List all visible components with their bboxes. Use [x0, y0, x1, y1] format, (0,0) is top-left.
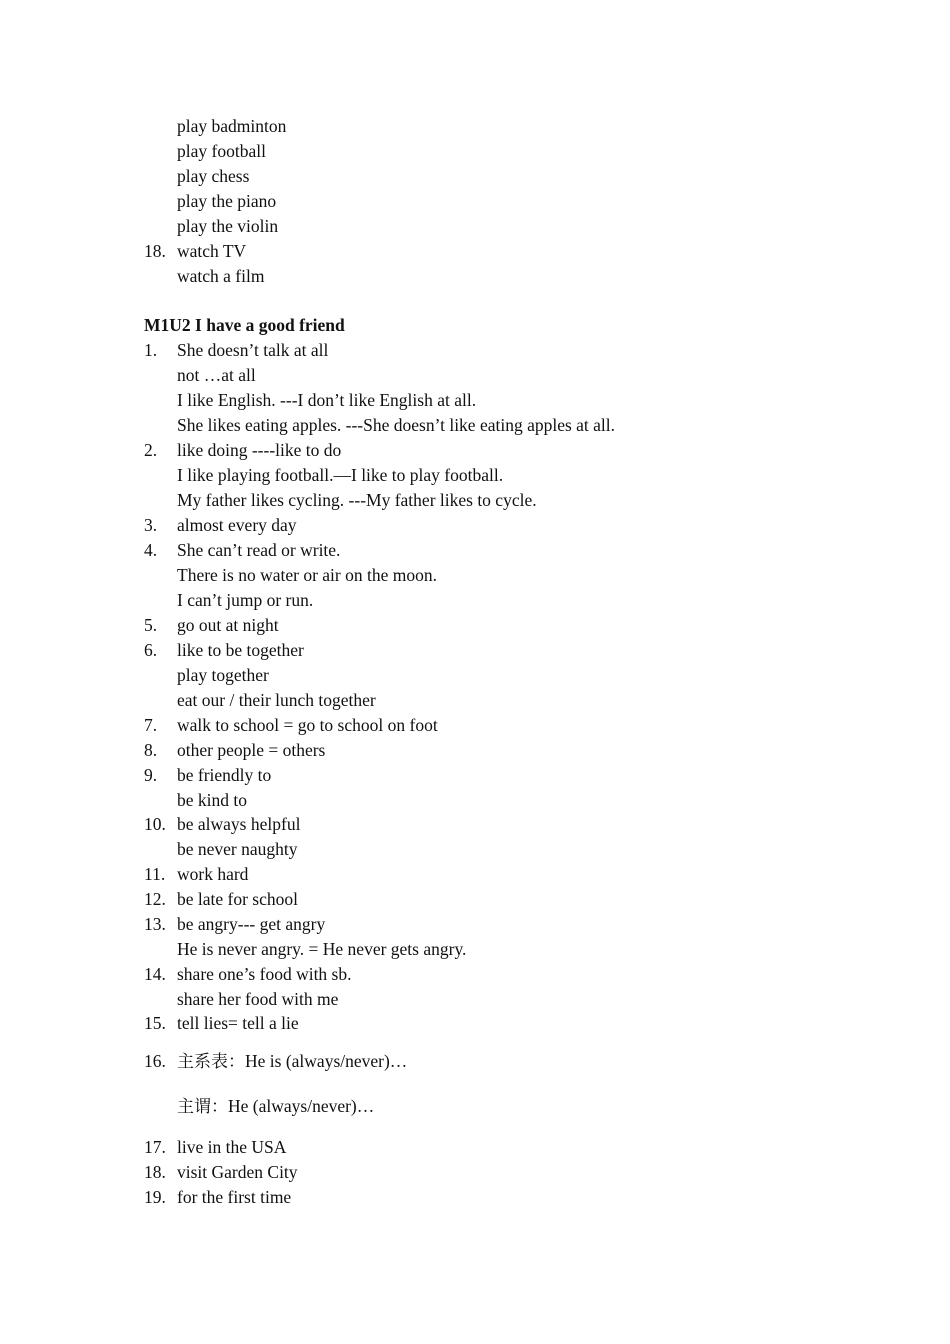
item-text: play chess: [177, 166, 250, 186]
item-number: 4.: [144, 540, 158, 560]
item-text: I can’t jump or run.: [177, 590, 314, 610]
item-text: be never naughty: [177, 839, 298, 859]
item-number: 8.: [144, 740, 158, 760]
item-text-group: [177, 1094, 374, 1120]
item-number: 11.: [144, 864, 166, 884]
item-text: walk to school = go to school on foot: [177, 715, 438, 735]
item-number: 18.: [144, 1162, 166, 1182]
item-number: 6.: [144, 640, 158, 660]
item-text: There is no water or air on the moon.: [177, 565, 437, 585]
item-number: 16.: [144, 1051, 166, 1071]
item-text: like doing ----like to do: [177, 440, 342, 460]
item-number: 19.: [144, 1187, 166, 1207]
item-text: I like playing football.—I like to play football.: [177, 465, 504, 485]
grammar-label-cn: 主系表：: [177, 1052, 245, 1072]
item-text: He (always/never)…: [228, 1096, 375, 1116]
item-text: for the first time: [177, 1187, 292, 1207]
item-number: 1.: [144, 340, 158, 360]
item-text: other people = others: [177, 740, 326, 760]
item-text: visit Garden City: [177, 1162, 298, 1182]
item-number: 14.: [144, 964, 166, 984]
section-title: M1U2 I have a good friend: [144, 315, 345, 335]
item-text: watch TV: [177, 241, 247, 261]
item-text: be friendly to: [177, 765, 272, 785]
item-text: She doesn’t talk at all: [177, 340, 329, 360]
item-number: 13.: [144, 914, 166, 934]
item-text: play the piano: [177, 191, 277, 211]
item-number: 2.: [144, 440, 158, 460]
item-text: like to be together: [177, 640, 304, 660]
item-text: work hard: [177, 864, 249, 884]
item-text: tell lies= tell a lie: [177, 1013, 299, 1033]
item-text: She likes eating apples. ---She doesn’t like eating apples at all.: [177, 415, 616, 435]
item-text: He is (always/never)…: [245, 1051, 408, 1071]
item-text: be always helpful: [177, 814, 301, 834]
item-text: share her food with me: [177, 989, 339, 1009]
item-number: 9.: [144, 765, 158, 785]
item-text: go out at night: [177, 615, 279, 635]
item-text: play the violin: [177, 216, 279, 236]
item-text: My father likes cycling. ---My father likes to cycle.: [177, 490, 537, 510]
item-text: be late for school: [177, 889, 298, 909]
item-text: almost every day: [177, 515, 297, 535]
item-text: I like English. ---I don’t like English at all.: [177, 390, 477, 410]
item-number: 12.: [144, 889, 166, 909]
item-number: 7.: [144, 715, 158, 735]
item-text: play badminton: [177, 116, 287, 136]
item-text: live in the USA: [177, 1137, 287, 1157]
item-text: be angry--- get angry: [177, 914, 326, 934]
grammar-label-cn: 主谓：: [177, 1097, 228, 1117]
item-text: be kind to: [177, 790, 247, 810]
item-text: play football: [177, 141, 266, 161]
item-text: share one’s food with sb.: [177, 964, 352, 984]
item-text: He is never angry. = He never gets angry.: [177, 939, 467, 959]
item-text: play together: [177, 665, 269, 685]
item-number: 17.: [144, 1137, 166, 1157]
item-text: eat our / their lunch together: [177, 690, 376, 710]
item-text: watch a film: [177, 266, 265, 286]
item-text: not …at all: [177, 365, 256, 385]
item-number: 15.: [144, 1013, 166, 1033]
item-number: 5.: [144, 615, 158, 635]
item-text: She can’t read or write.: [177, 540, 341, 560]
item-number: 18.: [144, 241, 166, 261]
item-number: 10.: [144, 814, 166, 834]
item-text-group: [177, 1049, 407, 1075]
item-number: 3.: [144, 515, 158, 535]
